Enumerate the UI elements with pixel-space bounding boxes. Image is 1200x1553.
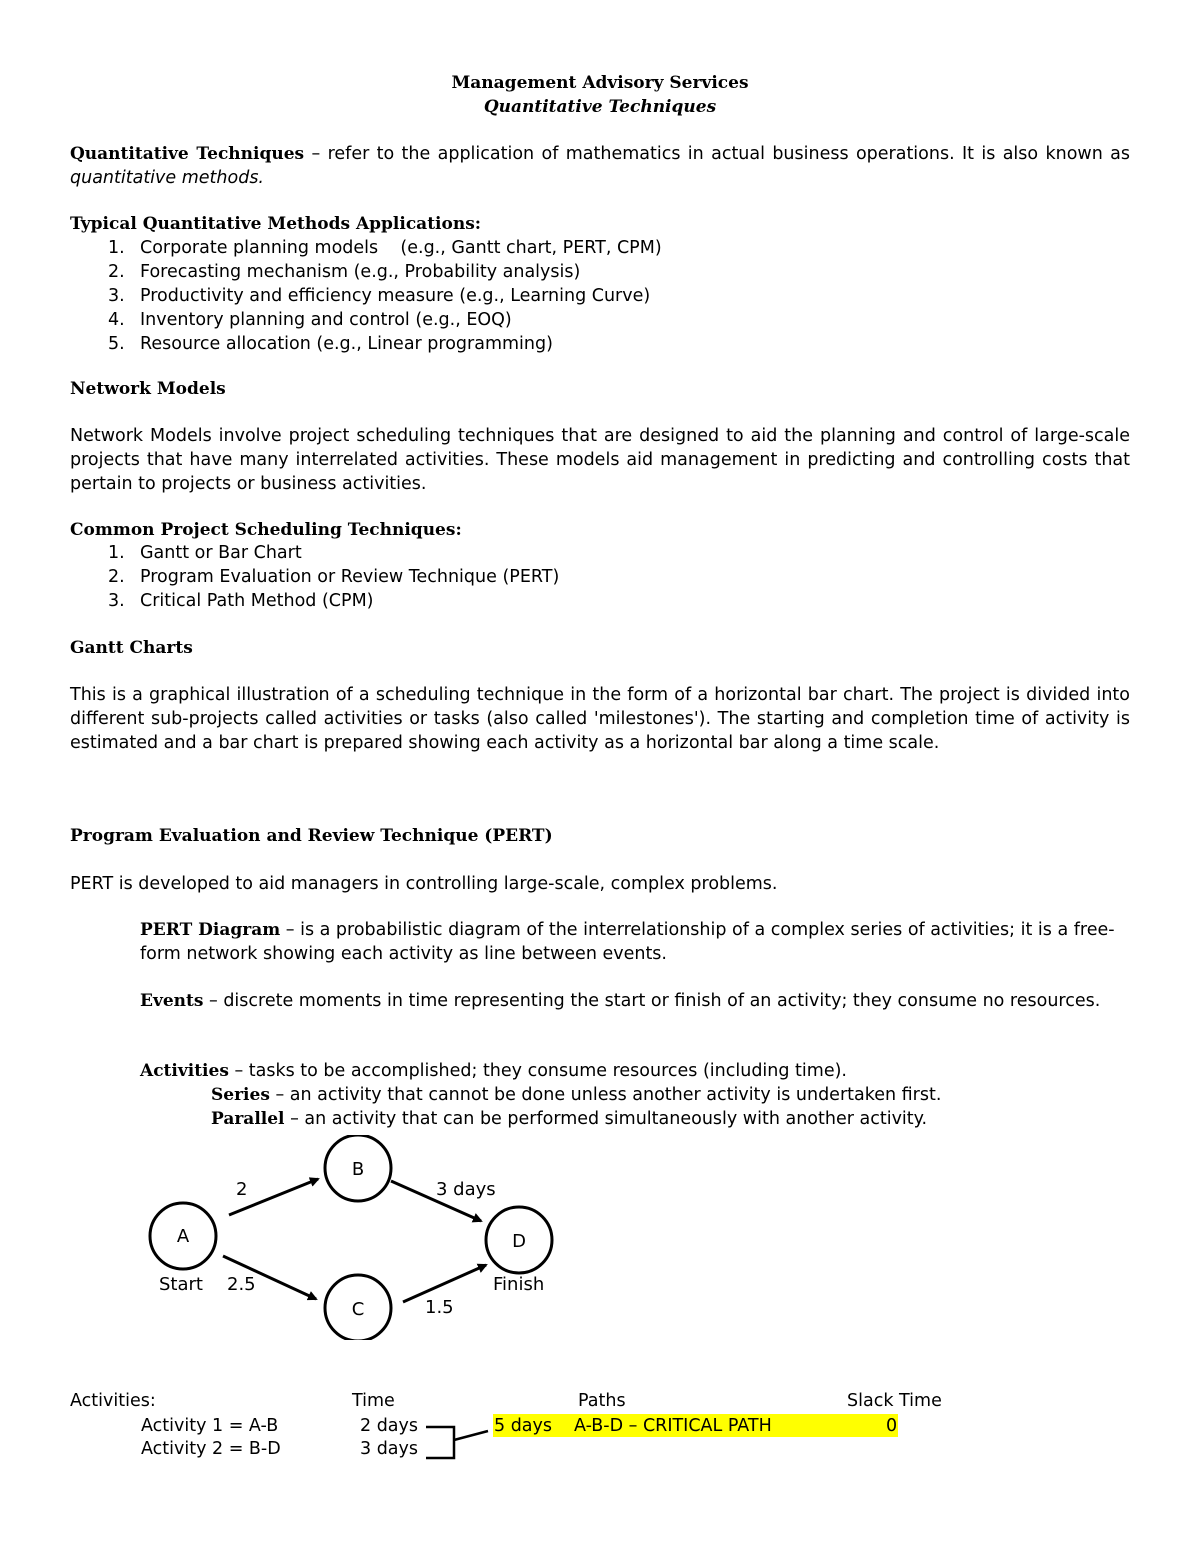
col-time-header: Time xyxy=(352,1391,395,1411)
gantt-heading: Gantt Charts xyxy=(70,638,193,658)
svg-text:D: D xyxy=(512,1231,526,1252)
gantt-paragraph: This is a graphical illustration of a scheduling technique in the form of a horizontal bar chart. The project is divided into different sub-projects called activities or tasks (also called 'milestones'). The starting and completion time of activity is estimated and a bar chart is prepared showing each activity as a horizontal bar along a time scale. xyxy=(70,685,1130,753)
intro-text: – refer to the application of mathematics in actual business operations. It is also known as xyxy=(304,144,1130,164)
svg-text:B: B xyxy=(351,1159,365,1180)
pert-network-diagram xyxy=(140,1135,580,1340)
activity-time-1: 2 days xyxy=(360,1416,419,1436)
intro-italic: quantitative methods. xyxy=(70,168,264,188)
parallel-definition: Parallel – an activity that can be performed simultaneously with another activity. xyxy=(211,1109,928,1129)
edge-label-a-c: 2.5 xyxy=(227,1274,256,1295)
document-subtitle: Quantitative Techniques xyxy=(483,97,717,117)
list-item: 2. Program Evaluation or Review Technique (PERT) xyxy=(108,567,560,587)
finish-label: Finish xyxy=(493,1274,545,1295)
edge-label-c-d: 1.5 xyxy=(425,1297,454,1318)
list-item: 2. Forecasting mechanism (e.g., Probability analysis) xyxy=(108,262,581,282)
svg-text:C: C xyxy=(351,1299,365,1320)
slack-value: 0 xyxy=(886,1416,898,1436)
col-slack-header: Slack Time xyxy=(847,1391,942,1411)
apps-heading: Typical Quantitative Methods Applications: xyxy=(70,214,482,234)
bracket-connector xyxy=(424,1420,490,1464)
activity-row-1: Activity 1 = A-B xyxy=(141,1416,279,1436)
node-b xyxy=(325,1135,391,1201)
start-label: Start xyxy=(159,1274,203,1295)
col-activities-header: Activities: xyxy=(70,1391,156,1411)
list-item: 3. Critical Path Method (CPM) xyxy=(108,591,374,611)
techniques-list xyxy=(70,541,1130,613)
svg-text:A: A xyxy=(176,1226,190,1247)
activity-row-2: Activity 2 = B-D xyxy=(141,1439,281,1459)
pert-heading: Program Evaluation and Review Technique (PERT) xyxy=(70,826,553,846)
pert-intro: PERT is developed to aid managers in controlling large-scale, complex problems. xyxy=(70,874,778,894)
list-item: 3. Productivity and efficiency measure (e.g., Learning Curve) xyxy=(108,286,651,306)
list-item: 5. Resource allocation (e.g., Linear programming) xyxy=(108,334,553,354)
series-definition: Series – an activity that cannot be done unless another activity is undertaken first. xyxy=(211,1085,942,1105)
intro-term: Quantitative Techniques xyxy=(70,144,305,164)
edge-label-b-d: 3 days xyxy=(436,1179,496,1200)
edge-label-a-b: 2 xyxy=(236,1179,248,1200)
node-d xyxy=(486,1207,552,1273)
events-definition: Events – discrete moments in time representing the start or finish of an activity; they consume no resources. xyxy=(140,991,1101,1011)
network-heading: Network Models xyxy=(70,379,226,399)
path-description: A-B-D – CRITICAL PATH xyxy=(574,1416,772,1436)
col-paths-header: Paths xyxy=(578,1391,626,1411)
activities-definition: Activities – tasks to be accomplished; they consume resources (including time). xyxy=(140,1061,847,1081)
pert-diagram-definition: PERT Diagram – is a probabilistic diagram of the interrelationship of a complex series of activities; it is a free-form network showing each activity as line between events. xyxy=(140,920,1115,964)
document-title: Management Advisory Services xyxy=(451,73,749,93)
path-total: 5 days xyxy=(494,1416,553,1436)
list-item: 1. Corporate planning models (e.g., Gantt chart, PERT, CPM) xyxy=(108,238,662,258)
list-item: 4. Inventory planning and control (e.g., EOQ) xyxy=(108,310,512,330)
intro-paragraph xyxy=(70,142,1130,190)
node-c xyxy=(325,1275,391,1340)
node-a xyxy=(150,1203,216,1269)
activity-time-2: 3 days xyxy=(360,1439,419,1459)
network-paragraph: Network Models involve project scheduling techniques that are designed to aid the planning and control of large-scale projects that have many interrelated activities. These models aid management in predicting and controlling costs that pertain to projects or business activities. xyxy=(70,426,1130,494)
apps-list xyxy=(70,236,1130,356)
list-item: 1. Gantt or Bar Chart xyxy=(108,543,302,563)
techniques-heading: Common Project Scheduling Techniques: xyxy=(70,520,462,540)
